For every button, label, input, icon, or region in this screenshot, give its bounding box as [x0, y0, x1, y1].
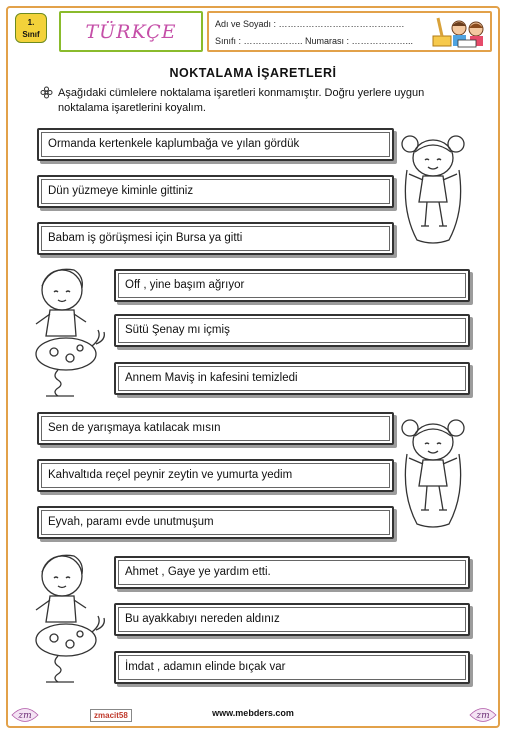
sentence-text: Sen de yarışmaya katılacak mısın [48, 422, 221, 434]
name-field[interactable]: Adı ve Soyadı : …………………………………… [215, 19, 405, 29]
student-info-box [207, 11, 492, 52]
sentence-text: Eyvah, paramı evde unutmuşum [48, 516, 214, 528]
sentence-box[interactable] [114, 556, 470, 589]
sentence-text: Bu ayakkabıyı nereden aldınız [125, 613, 280, 625]
sentence-text: Kahvaltıda reçel peynir zeytin ve yumurta yedim [48, 469, 293, 481]
instruction-text: Aşağıdaki cümlelere noktalama işaretleri konmamıştır. Doğru yerlere uygun noktalama işaretlerini koyalım. [58, 87, 425, 114]
zm-logo-right-icon [468, 704, 498, 726]
boy-spring-rider-illustration [28, 262, 108, 402]
svg-text:zm: zm [476, 711, 490, 721]
sentence-box[interactable] [114, 603, 470, 636]
sentence-text: Ormanda kertenkele kaplumbağa ve yılan gördük [48, 138, 300, 150]
sentence-box[interactable] [37, 222, 394, 255]
sentence-text: Off , yine başım ağrıyor [125, 279, 245, 291]
grade-word: Sınıf [22, 30, 40, 39]
sentence-text: Ahmet , Gaye ye yardım etti. [125, 566, 271, 578]
sentence-text: Babam iş görüşmesi için Bursa ya gitti [48, 232, 243, 244]
sentence-text: İmdat , adamın elinde bıçak var [125, 661, 286, 673]
page-title: NOKTALAMA İŞARETLERİ [169, 66, 337, 80]
sentence-text: Sütü Şenay mı içmiş [125, 324, 230, 336]
subject-title: TÜRKÇE [85, 21, 177, 43]
sentence-box[interactable] [114, 651, 470, 684]
svg-text:zm: zm [18, 711, 32, 721]
class-number-field[interactable]: Sınıfı : ……………….. Numarası : ………………... [215, 36, 414, 46]
sentence-box[interactable] [37, 459, 394, 492]
sentence-box[interactable] [114, 362, 470, 395]
girl-jump-rope-illustration [397, 130, 469, 245]
flower-bullet-icon [40, 86, 53, 99]
sentence-box[interactable] [37, 506, 394, 539]
subject-box [59, 11, 203, 52]
boy-spring-rider-illustration [28, 548, 108, 688]
girl-jump-rope-illustration [397, 414, 469, 529]
sentence-text: Annem Maviş in kafesini temizledi [125, 372, 298, 384]
grade-number: 1. [27, 18, 35, 27]
footer-website[interactable]: www.mebders.com [212, 708, 294, 718]
grade-badge [15, 13, 47, 43]
sentence-box[interactable] [37, 128, 394, 161]
sentence-box[interactable] [114, 269, 470, 302]
sentence-text: Dün yüzmeye kiminle gittiniz [48, 185, 194, 197]
sentence-box[interactable] [114, 314, 470, 347]
sentence-box[interactable] [37, 412, 394, 445]
author-tag: zmacit58 [90, 709, 132, 722]
kids-reading-icon [429, 16, 487, 50]
sentence-box[interactable] [37, 175, 394, 208]
